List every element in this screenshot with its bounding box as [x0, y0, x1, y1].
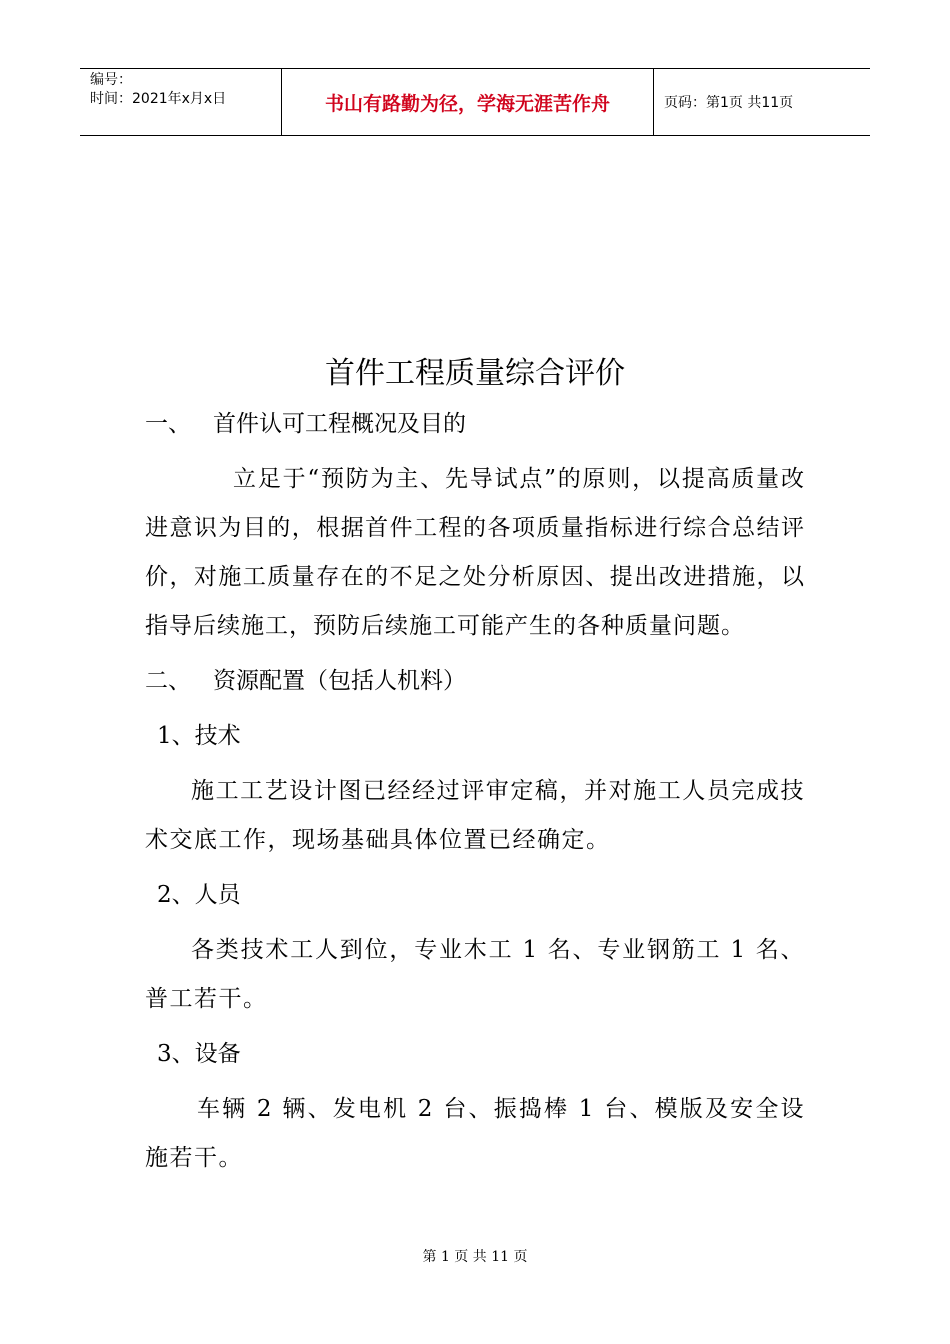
- header-meta: [80, 69, 281, 135]
- section-heading-text: 资源配置（包括人机料）: [213, 668, 466, 694]
- section-heading-2: [145, 657, 805, 706]
- header-page-info: 页码：第1页 共11页: [664, 95, 794, 111]
- subsection-heading-personnel: 2、人员: [157, 882, 241, 908]
- section-number: 一、: [145, 411, 191, 437]
- subsection-equipment-paragraph: 车辆 2 辆、发电机 2 台、振捣棒 1 台、模版及安全设施若干。: [145, 1096, 805, 1171]
- page-header: [80, 68, 870, 136]
- page-footer: 第 1 页 共 11 页: [422, 1249, 528, 1265]
- subsection-heading-technology: 1、技术: [157, 723, 241, 749]
- subsection-personnel-paragraph: 各类技术工人到位，专业木工 1 名、专业钢筋工 1 名、普工若干。: [145, 937, 805, 1012]
- subsection-technology-paragraph: 施工工艺设计图已经经过评审定稿，并对施工人员完成技术交底工作，现场基础具体位置已经确定。: [145, 778, 805, 853]
- subsection-heading-equipment: 3、设备: [157, 1041, 241, 1067]
- document-date: 时间：2021年x月x日: [90, 91, 227, 107]
- section-1-paragraph: 立足于“预防为主、先导试点”的原则，以提高质量改进意识为目的，根据首件工程的各项质量指标进行综合总结评价，对施工质量存在的不足之处分析原因、提出改进措施，以指导后续施工，预防后续施工可能产生的各种质量问题。: [145, 466, 805, 639]
- section-number: 二、: [145, 668, 191, 694]
- section-heading-text: 首件认可工程概况及目的: [213, 411, 466, 437]
- document-title: 首件工程质量综合评价: [325, 356, 625, 391]
- header-motto: 书山有路勤为径，学海无涯苦作舟: [281, 69, 654, 135]
- document-body: [145, 350, 805, 1183]
- document-number-label: 编号：: [90, 72, 132, 88]
- section-heading-1: [145, 400, 805, 449]
